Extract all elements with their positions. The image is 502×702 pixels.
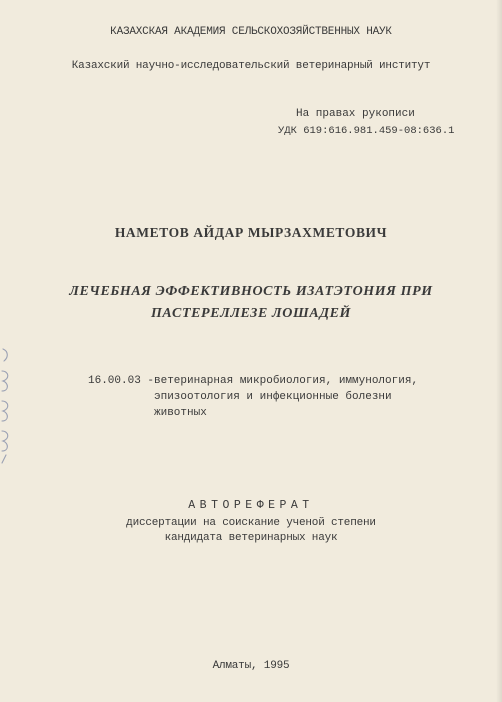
academy-name: КАЗАХСКАЯ АКАДЕМИЯ СЕЛЬСКОХОЗЯЙСТВЕННЫХ НАУК (110, 26, 392, 38)
author-name: НАМЕТОВ АЙДАР МЫРЗАХМЕТОВИЧ (114, 225, 388, 240)
dissertation-line-1: диссертации на соискание ученой степени (126, 517, 376, 529)
specialty-code: 16.00.03 - (88, 375, 155, 387)
specialty-line-2: эпизоотология и инфекционные болезни (154, 391, 392, 403)
specialty-line-3: животных (154, 407, 207, 419)
thesis-title-line-2: ПАСТЕРЕЛЛЕЗЕ ЛОШАДЕЙ (150, 306, 352, 321)
pencil-margin-mark (0, 345, 14, 465)
city-year: Алматы, 1995 (212, 660, 290, 672)
specialty-line-1: ветеринарная микробиология, иммунология, (154, 375, 419, 387)
udc-code: УДК 619:616.981.459-08:636.1 (278, 125, 455, 137)
institute-name: Казахский научно-исследовательский ветеринарный институт (71, 60, 431, 72)
specialty-description (154, 373, 418, 421)
thesis-title-line-1: ЛЕЧЕБНАЯ ЭФФЕКТИВНОСТЬ ИЗАТЭТОНИЯ ПРИ (69, 284, 433, 299)
manuscript-rights: На правах рукописи (296, 108, 415, 120)
dissertation-line-2: кандидата ветеринарных наук (164, 532, 338, 544)
abstract-label: АВТОРЕФЕРАТ (188, 499, 314, 512)
